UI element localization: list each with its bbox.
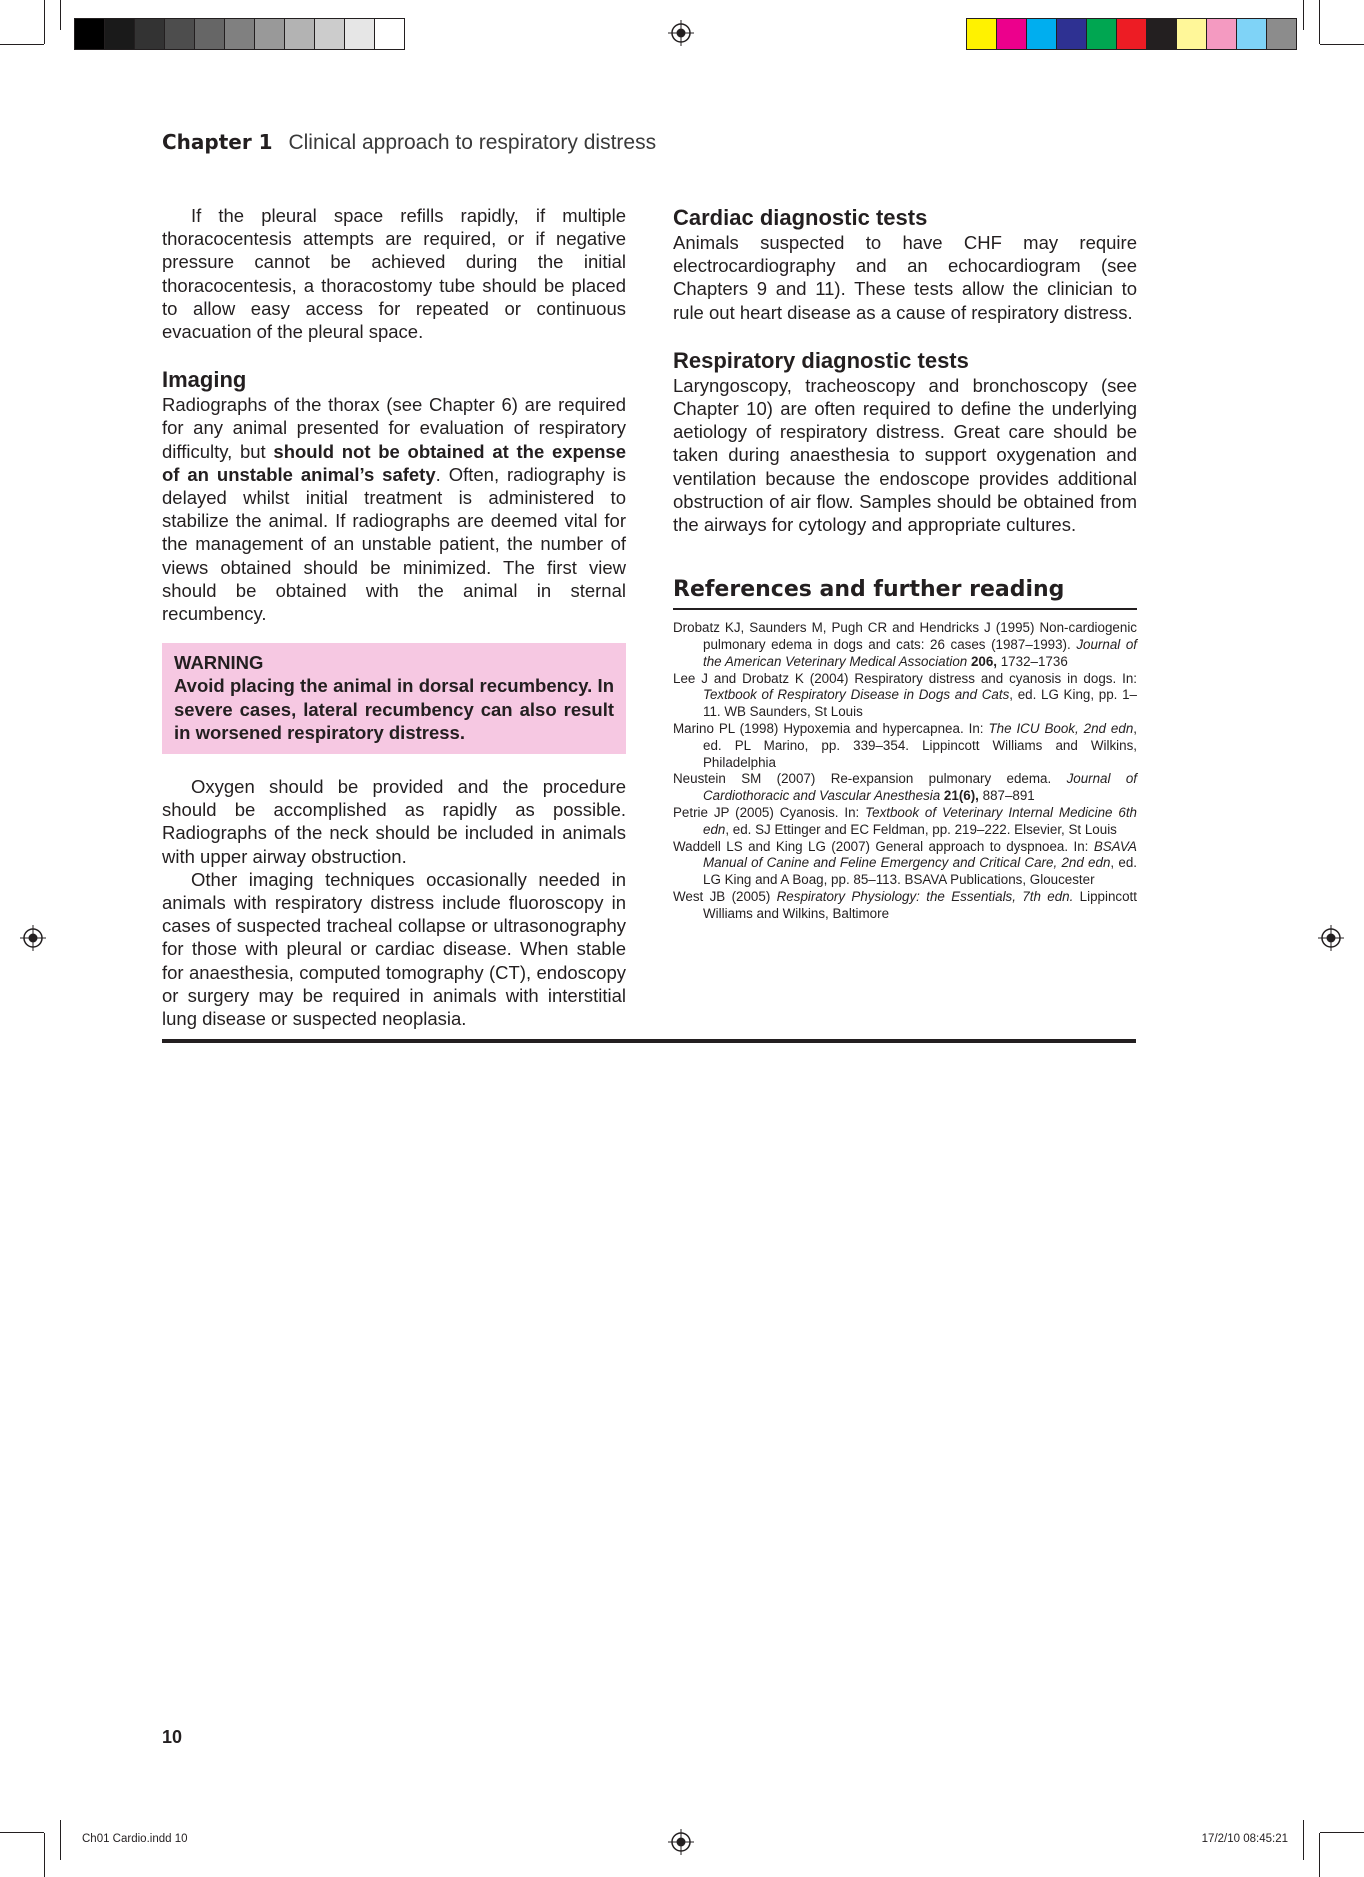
reference-post: 887–891 [978,788,1035,804]
imaging-text-b: . Often, radiography is delayed whilst initial treatment is administered to stabilize the animal. If radiographs are deemed vital for the management of an unstable patient, the number of views obtained should be minimized. The first view should be obtained with the animal in sternal recumbency. [162,463,626,625]
reference-post: , ed. SJ Ettinger and EC Feldman, pp. 219–222. Elsevier, St Louis [725,821,1117,837]
reference-item [673,771,1137,805]
warning-box [162,643,626,754]
reference-ital: Journal of the American Veterinary Medical Association [703,637,1137,669]
reference-pre: Neustein SM (2007) Re-expansion pulmonary edema. [673,771,1067,787]
crop-mark [0,1832,44,1833]
reference-post: Lippincott Williams and Wilkins, Baltimore [703,888,1137,921]
color-swatch [1237,19,1267,49]
warning-title: WARNING [174,652,264,674]
reference-item [673,671,1137,721]
crop-mark [60,1820,61,1860]
color-swatch [997,19,1027,49]
crop-mark [1320,1832,1364,1833]
crop-mark [1319,0,1320,44]
imaging-text-bold: should not be obtained at the expense of an unstable animal’s safety [162,440,626,485]
color-swatch [165,19,195,49]
reference-pre: Drobatz KJ, Saunders M, Pugh CR and Hendricks J (1995) Non-cardiogenic pulmonary edema in dogs and cats: 26 cases (1987–1993). [673,620,1137,653]
color-swatch [1207,19,1237,49]
color-swatch [967,19,997,49]
reference-ital: The ICU Book, 2nd edn [988,721,1134,737]
warning-text: Avoid placing the animal in dorsal recumbency. In severe cases, lateral recumbency can also result in worsened respiratory distress. [174,675,614,743]
color-swatch [255,19,285,49]
imaging-text-a: Radiographs of the thorax (see Chapter 6) are required for any animal presented for evaluation of respiratory difficulty, but [162,394,626,462]
color-swatch [1267,19,1296,49]
color-swatch [1177,19,1207,49]
registration-mark-icon [668,20,694,46]
paragraph-other-imaging: Other imaging techniques occasionally needed in animals with respiratory distress include fluoroscopy in cases of suspected tracheal collapse or ultrasonography for those with pleural or cardiac disease. When stable for anaesthesia, computed tomography (CT), endoscopy or surgery may be required in animals with interstitial lung disease or suspected neoplasia. [162,868,626,1030]
registration-mark-icon [1318,925,1344,951]
reference-post: , ed. LG King and A Boag, pp. 85–113. BSAVA Publications, Gloucester [703,855,1137,888]
paragraph-respiratory: Laryngoscopy, tracheoscopy and bronchoscopy (see Chapter 10) are often required to define the underlying aetiology of respiratory distress. Great care should be taken during anaesthesia to support oxygenation and ventilation because the endoscope provides additional obstruction of air flow. Samples should be obtained from the airways for cytology and appropriate cultures. [673,374,1137,536]
crop-mark [0,44,44,45]
reference-ital: BSAVA Manual of Canine and Feline Emergency and Critical Care, 2nd edn [703,838,1137,871]
reference-ital: Journal of Cardiothoracic and Vascular Anesthesia [703,771,1137,804]
reference-bold: 206, [967,653,998,669]
registration-mark-icon [668,1829,694,1855]
page-number: 10 [162,1727,183,1747]
reference-ital: Respiratory Physiology: the Essentials, 7th edn. [776,888,1074,904]
color-swatch [1087,19,1117,49]
reference-ital: Textbook of Veterinary Internal Medicine 6th edn [703,805,1137,837]
color-swatch [285,19,315,49]
crop-mark [1303,1820,1304,1860]
imaging-heading: Imaging [162,367,247,393]
left-column [162,204,626,1030]
reference-bold: 21(6), [940,788,979,804]
paragraph-cardiac: Animals suspected to have CHF may require electrocardiography and an echocardiogram (see Chapters 9 and 11). These tests allow the clinician to rule out heart disease as a cause of respiratory distress. [673,232,1137,323]
right-column [673,204,1137,923]
bottom-rule [162,1039,1136,1043]
crop-mark [1303,0,1304,30]
paragraph-thoracostomy: If the pleural space refills rapidly, if multiple thoracocentesis attempts are required, or if negative pressure cannot be achieved during the initial thoracocentesis, a thoracostomy tube should be placed to allow easy access for repeated or continuous evacuation of the pleural space. [162,205,626,343]
chapter-label: Chapter 1 [162,130,273,154]
slug-file: Ch01 Cardio.indd 10 [82,1833,188,1845]
color-swatch [1117,19,1147,49]
color-swatch [1147,19,1177,49]
cardiac-heading: Cardiac diagnostic tests [673,205,928,230]
reference-post: , ed. PL Marino, pp. 339–354. Lippincott Williams and Wilkins, Philadelphia [703,721,1137,770]
paragraph-imaging [162,393,626,625]
running-head [162,130,656,155]
color-swatch [315,19,345,49]
color-swatch [105,19,135,49]
reference-item [673,620,1137,670]
chapter-title: Clinical approach to respiratory distress [288,131,657,154]
color-swatch [1057,19,1087,49]
reference-pre: West JB (2005) [673,888,777,904]
reference-post: , ed. LG King, pp. 1–11. WB Saunders, St Louis [703,687,1137,720]
color-swatch [75,19,105,49]
color-swatch [195,19,225,49]
crop-mark [44,0,45,44]
reference-pre: Waddell LS and King LG (2007) General approach to dyspnoea. In: [673,838,1094,854]
reference-pre: Lee J and Drobatz K (2004) Respiratory distress and cyanosis in dogs. In: [673,670,1137,686]
color-swatch [1027,19,1057,49]
crop-mark [1320,44,1364,45]
reference-item [673,721,1137,771]
reference-item [673,805,1137,839]
reference-post: 1732–1736 [997,653,1068,669]
references-heading: References and further reading [673,576,1137,610]
crop-mark [44,1833,45,1877]
reference-ital: Textbook of Respiratory Disease in Dogs and Cats [703,687,1010,703]
color-swatch [375,19,404,49]
cmyk-color-bar [966,18,1297,50]
slug-date: 17/2/10 08:45:21 [1201,1833,1288,1845]
reference-item [673,889,1137,923]
registration-mark-icon [20,925,46,951]
paragraph-oxygen: Oxygen should be provided and the procedure should be accomplished as rapidly as possible. Radiographs of the neck should be included in animals with upper airway obstruction. [162,776,626,867]
references-list [673,620,1137,922]
reference-pre: Petrie JP (2005) Cyanosis. In: [673,805,866,820]
respiratory-heading: Respiratory diagnostic tests [673,347,969,373]
crop-mark [60,0,61,30]
grayscale-color-bar [74,18,405,50]
reference-item [673,839,1137,889]
reference-pre: Marino PL (1998) Hypoxemia and hypercapnea. In: [673,721,989,737]
color-swatch [345,19,375,49]
crop-mark [1319,1833,1320,1877]
color-swatch [135,19,165,49]
color-swatch [225,19,255,49]
